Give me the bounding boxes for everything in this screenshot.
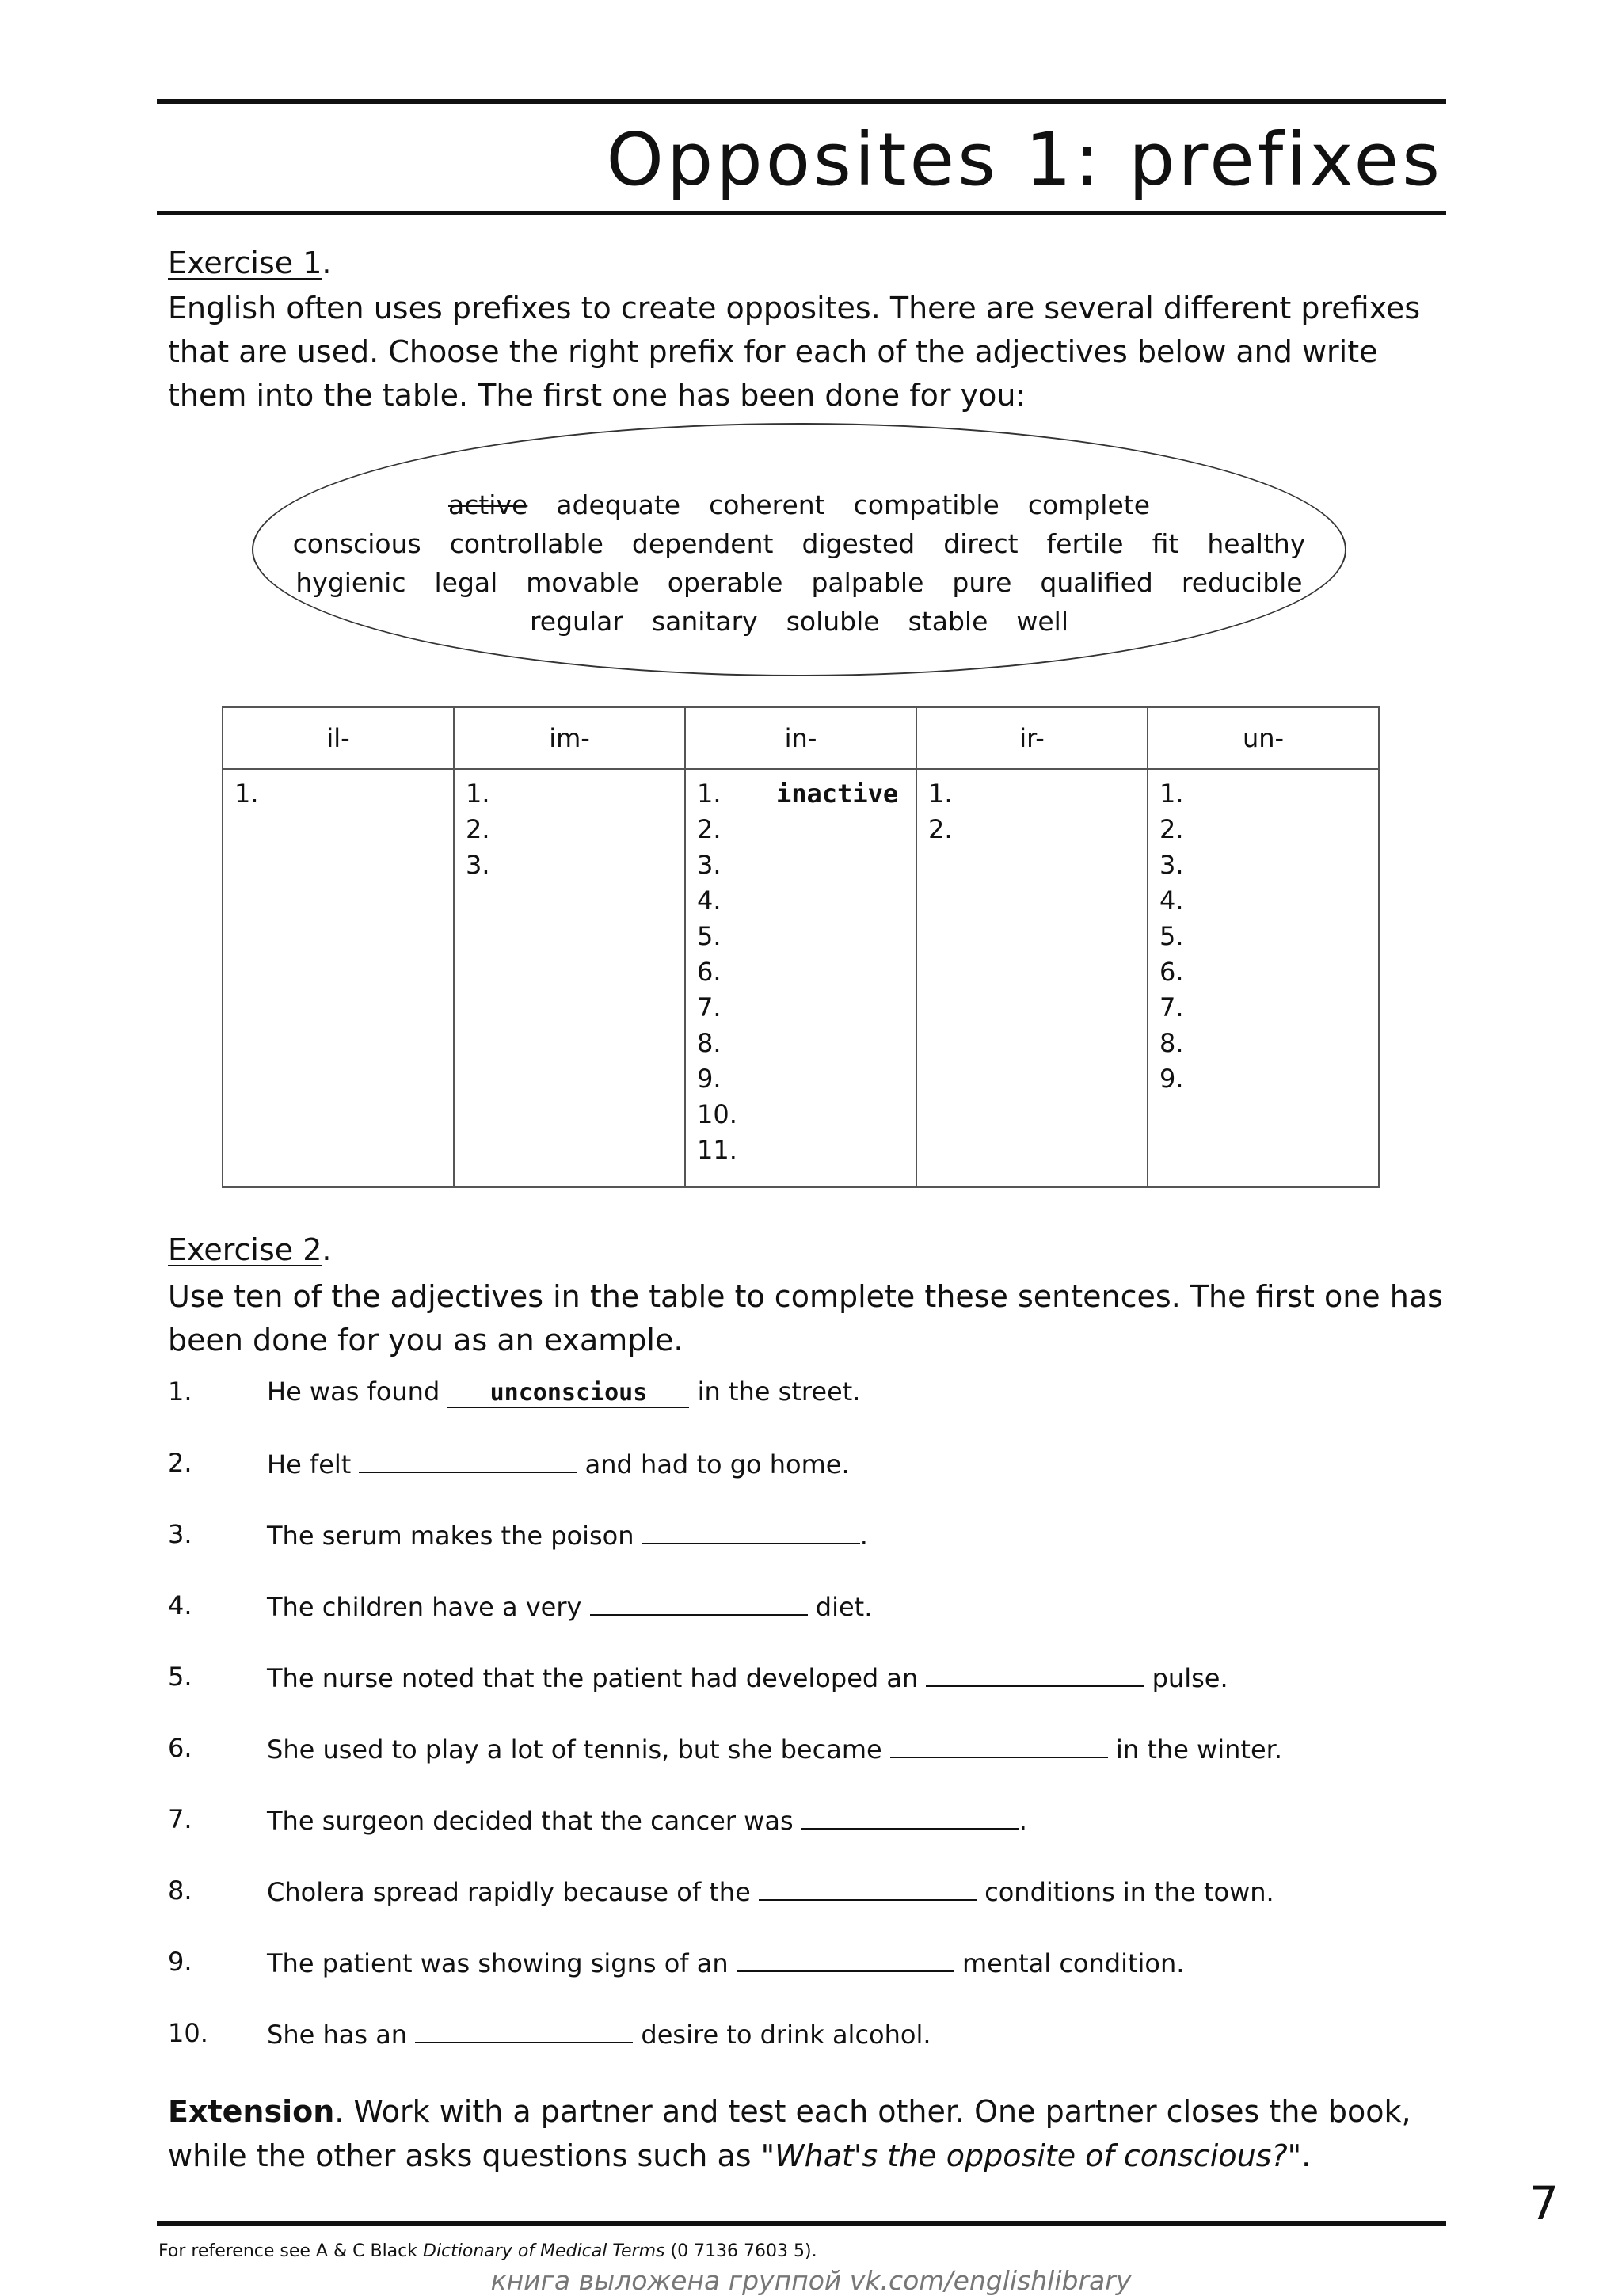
word-bank-word: conscious — [292, 528, 421, 559]
word-bank-word: operable — [667, 567, 783, 598]
table-entry — [928, 776, 1136, 812]
sentence-number: 3. — [168, 1519, 192, 1549]
watermark: книга выложена группой vk.com/englishlibrary — [490, 2265, 1132, 2296]
word-bank-word: dependent — [631, 528, 774, 559]
entry-number: 1. — [697, 779, 722, 809]
table-entry — [697, 1133, 904, 1168]
word-bank-word: fertile — [1046, 528, 1124, 559]
column-im — [454, 769, 685, 1187]
word-bank-word: movable — [526, 567, 639, 598]
sentence-after: desire to drink alcohol. — [633, 2020, 931, 2050]
sentence-blank — [642, 1519, 860, 1544]
entry-number: 1. — [466, 779, 490, 809]
entry-number: 2. — [928, 814, 953, 844]
table-entry — [697, 883, 904, 919]
table-entry — [697, 919, 904, 954]
entry-number: 7. — [1159, 992, 1184, 1022]
word-bank-word: controllable — [449, 528, 603, 559]
entry-number: 9. — [697, 1064, 722, 1094]
sentence-number: 6. — [168, 1733, 192, 1763]
sentence-text — [267, 2018, 931, 2050]
sentence-before: He was found — [267, 1376, 448, 1407]
sentence-before: She has an — [267, 2020, 416, 2050]
table-entry — [1159, 919, 1367, 954]
sentence-after: in the winter. — [1107, 1734, 1283, 1765]
sentence-after: and had to go home. — [577, 1449, 850, 1479]
table-entry — [466, 776, 673, 812]
table-entry — [697, 847, 904, 883]
word-bank-word: coherent — [709, 489, 825, 520]
extension-text: . Work with a partner and test each other. One partner closes the book, while the other asks questions such as " — [168, 2094, 1411, 2173]
sentence-number: 7. — [168, 1804, 192, 1834]
word-bank-word: sanitary — [651, 606, 758, 637]
entry-number: 6. — [1159, 957, 1184, 987]
sentence-number: 2. — [168, 1448, 192, 1478]
sentence-number: 9. — [168, 1947, 192, 1977]
extension-label: Extension — [168, 2094, 335, 2129]
sentence-after: pulse. — [1144, 1663, 1228, 1693]
sentence-before: The surgeon decided that the cancer was — [267, 1806, 801, 1836]
sentence-before: She used to play a lot of tennis, but she became — [267, 1734, 890, 1765]
extension-end: ". — [1287, 2138, 1312, 2173]
entry-number: 1. — [234, 779, 259, 809]
footer-ref-title: Dictionary of Medical Terms — [423, 2241, 665, 2261]
entry-number: 8. — [697, 1028, 722, 1058]
footer-ref-suffix: (0 7136 7603 5). — [664, 2241, 817, 2261]
sentence-after: diet. — [807, 1592, 873, 1622]
table-entry — [1159, 990, 1367, 1026]
table-entry — [697, 1061, 904, 1097]
sentence-answer: unconscious — [447, 1379, 689, 1408]
exercise2-heading-text: Exercise 2 — [168, 1232, 322, 1267]
sentence-after: conditions in the town. — [976, 1877, 1274, 1907]
exercise2-heading-dot: . — [322, 1232, 332, 1267]
sentence-before: He felt — [267, 1449, 360, 1479]
word-bank-word: adequate — [556, 489, 681, 520]
entry-number: 7. — [697, 992, 722, 1022]
exercise1-heading-dot: . — [322, 246, 332, 280]
sentence-after: . — [859, 1521, 868, 1551]
entry-number: 11. — [697, 1135, 737, 1165]
word-bank-word: direct — [943, 528, 1019, 559]
page-number: 7 — [1529, 2176, 1559, 2230]
table-entry — [466, 847, 673, 883]
header-in: in- — [685, 707, 916, 769]
sentence-blank — [737, 1947, 954, 1972]
header-im: im- — [454, 707, 685, 769]
extension-paragraph — [168, 2089, 1459, 2178]
exercise2-heading — [168, 1232, 331, 1267]
top-rule — [157, 99, 1446, 104]
word-bank-word: regular — [529, 606, 623, 637]
extension-question: What's the opposite of conscious? — [775, 2138, 1288, 2173]
table-entry — [697, 954, 904, 990]
entry-number: 5. — [1159, 921, 1184, 951]
word-bank-word: active — [447, 489, 528, 520]
entry-number: 1. — [1159, 779, 1184, 809]
sentence-before: The nurse noted that the patient had developed an — [267, 1663, 927, 1693]
page-title: Opposites 1: prefixes — [606, 117, 1443, 202]
sentence-before: The patient was showing signs of an — [267, 1948, 737, 1978]
footer-ref-prefix: For reference see A & C Black — [158, 2241, 423, 2261]
entry-number: 4. — [1159, 885, 1184, 916]
entry-number: 5. — [697, 921, 722, 951]
sentence-before: The children have a very — [267, 1592, 590, 1622]
header-il: il- — [223, 707, 454, 769]
sentence-blank — [890, 1733, 1108, 1758]
table-entry — [697, 990, 904, 1026]
prefix-table-header-row — [223, 707, 1379, 769]
sentence-text — [267, 1804, 1027, 1836]
sentence-blank — [359, 1448, 577, 1473]
sentence-blank — [759, 1875, 977, 1901]
entry-number: 9. — [1159, 1064, 1184, 1094]
sentence-number: 1. — [168, 1376, 192, 1407]
word-bank-line-1 — [252, 489, 1346, 521]
sentence-number: 8. — [168, 1875, 192, 1906]
word-bank-word: complete — [1027, 489, 1150, 520]
sentence-number: 4. — [168, 1590, 192, 1620]
word-bank-word: well — [1016, 606, 1069, 637]
entry-number: 10. — [697, 1099, 737, 1129]
example-answer: inactive — [776, 779, 899, 809]
word-bank-line-3 — [252, 567, 1346, 599]
column-un — [1148, 769, 1379, 1187]
sentence-text — [267, 1448, 850, 1479]
exercise1-instructions: English often uses prefixes to create opposites. There are several different prefixes that are used. Choose the right prefix for each of the adjectives below and write them into the table. The first one has been done for you: — [168, 291, 1421, 413]
sentence-text — [267, 1519, 868, 1551]
entry-number: 2. — [697, 814, 722, 844]
entry-number: 4. — [697, 885, 722, 916]
word-bank-word: fit — [1152, 528, 1179, 559]
sentence-number: 10. — [168, 2018, 208, 2048]
column-ir — [916, 769, 1148, 1187]
table-entry — [697, 1097, 904, 1133]
prefix-table-body-row — [223, 769, 1379, 1187]
word-bank-word: hygienic — [295, 567, 406, 598]
exercise1-heading-text: Exercise 1 — [168, 246, 322, 280]
entry-number: 6. — [697, 957, 722, 987]
prefix-table — [222, 706, 1380, 1188]
sentence-blank — [590, 1590, 808, 1616]
sentence-text — [267, 1376, 860, 1408]
entry-number: 8. — [1159, 1028, 1184, 1058]
sentence-blank — [801, 1804, 1019, 1830]
word-bank-word: compatible — [853, 489, 999, 520]
word-bank-line-4 — [252, 606, 1346, 638]
table-entry — [1159, 776, 1367, 812]
column-il — [223, 769, 454, 1187]
word-bank-word: qualified — [1040, 567, 1153, 598]
sentence-blank — [926, 1662, 1144, 1687]
table-entry — [1159, 1061, 1367, 1097]
word-bank-word: soluble — [786, 606, 880, 637]
word-bank-word: pure — [952, 567, 1012, 598]
entry-number: 3. — [466, 850, 490, 880]
table-entry — [1159, 1026, 1367, 1061]
entry-number: 3. — [1159, 850, 1184, 880]
word-bank-word: palpable — [811, 567, 924, 598]
sentence-before: Cholera spread rapidly because of the — [267, 1877, 759, 1907]
entry-number: 1. — [928, 779, 953, 809]
sentence-text — [267, 1947, 1184, 1978]
table-entry — [234, 776, 442, 812]
sentence-number: 5. — [168, 1662, 192, 1692]
header-ir: ir- — [916, 707, 1148, 769]
word-bank-word: digested — [801, 528, 916, 559]
sentence-text — [267, 1733, 1282, 1765]
table-entry — [697, 812, 904, 847]
table-entry — [1159, 812, 1367, 847]
footer-reference — [158, 2241, 817, 2261]
sentence-before: The serum makes the poison — [267, 1521, 642, 1551]
table-entry — [697, 776, 904, 812]
title-underline-rule — [157, 211, 1446, 215]
table-entry — [697, 1026, 904, 1061]
entry-number: 3. — [697, 850, 722, 880]
word-bank-word: legal — [434, 567, 498, 598]
exercise2-instructions: Use ten of the adjectives in the table to complete these sentences. The first one has been done for you as an example. — [168, 1279, 1443, 1357]
table-entry — [1159, 847, 1367, 883]
sentence-after: . — [1019, 1806, 1027, 1836]
word-bank-word: reducible — [1181, 567, 1303, 598]
table-entry — [928, 812, 1136, 847]
entry-number: 2. — [1159, 814, 1184, 844]
sentence-text — [267, 1590, 872, 1622]
sentence-text — [267, 1662, 1228, 1693]
table-entry — [1159, 883, 1367, 919]
exercise1-heading — [168, 246, 331, 280]
word-bank-line-2 — [252, 528, 1346, 560]
sentence-text — [267, 1875, 1274, 1907]
word-bank-word: healthy — [1207, 528, 1306, 559]
sentence-after: mental condition. — [954, 1948, 1185, 1978]
column-in — [685, 769, 916, 1187]
sentence-after: in the street. — [689, 1376, 861, 1407]
table-entry — [1159, 954, 1367, 990]
table-entry — [466, 812, 673, 847]
sentence-blank — [415, 2018, 633, 2043]
word-bank-word: stable — [908, 606, 988, 637]
entry-number: 2. — [466, 814, 490, 844]
footer-rule — [157, 2221, 1446, 2226]
header-un: un- — [1148, 707, 1379, 769]
